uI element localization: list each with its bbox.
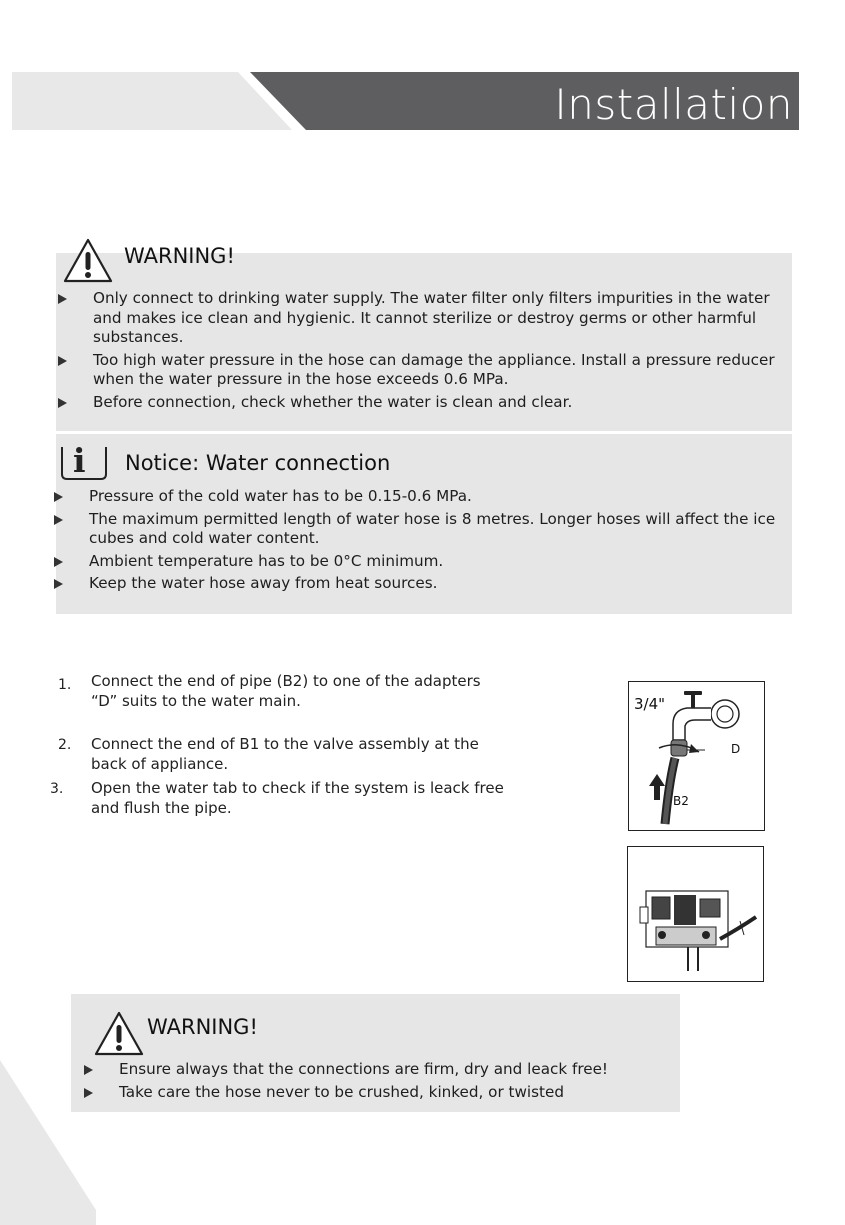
list-item: Ambient temperature has to be 0°C minimum. (51, 552, 789, 572)
warning-list-bottom (81, 1060, 676, 1105)
list-item: The maximum permitted length of water hose is 8 metres. Longer hoses will affect the ice cubes and cold water content. (51, 510, 789, 549)
step-text: Connect the end of pipe (B2) to one of the adapters “D” suits to the water main. (91, 672, 481, 710)
list-item: Keep the water hose away from heat sources. (51, 574, 789, 594)
info-letter: i (73, 441, 86, 480)
valve-illustration (628, 847, 763, 981)
warning-title-bottom: WARNING! (147, 1015, 258, 1039)
notice-title: Notice: Water connection (125, 451, 391, 475)
list-item: Only connect to drinking water supply. The water filter only filters impurities in the water and makes ice clean and hygienic. It cannot sterilize or destroy germs or other harmful substances. (55, 289, 785, 348)
step-number: 3. (50, 781, 64, 797)
valve-assembly-figure (627, 846, 764, 982)
list-item: Take care the hose never to be crushed, kinked, or twisted (81, 1083, 676, 1103)
page-title: Installation (554, 80, 793, 129)
notice-list (51, 487, 789, 597)
bullet-arrow-icon (54, 557, 63, 567)
warning-triangle-icon (62, 237, 114, 285)
fig-size-label: 3/4" (634, 695, 666, 713)
list-item: Before connection, check whether the water is clean and clear. (55, 393, 785, 413)
fig-label-b2: B2 (673, 794, 689, 808)
bullet-arrow-icon (54, 579, 63, 589)
list-item: Ensure always that the connections are firm, dry and leack free! (81, 1060, 676, 1080)
step-number: 1. (58, 677, 72, 693)
step-number: 2. (58, 737, 72, 753)
warning-title-top: WARNING! (124, 244, 235, 268)
bullet-arrow-icon (54, 515, 63, 525)
corner-decoration (0, 1060, 110, 1225)
warning-triangle-icon (93, 1010, 145, 1058)
bullet-arrow-icon (54, 492, 63, 502)
warning-list-top (55, 289, 785, 415)
list-item: Too high water pressure in the hose can damage the appliance. Install a pressure reducer when the water pressure in the hose exceeds 0.6 MPa. (55, 351, 785, 390)
step-text: Connect the end of B1 to the valve assembly at the back of appliance. (91, 735, 479, 773)
list-item: Pressure of the cold water has to be 0.15-0.6 MPa. (51, 487, 789, 507)
bullet-arrow-icon (58, 398, 67, 408)
fig-label-d: D (731, 742, 741, 756)
bullet-arrow-icon (58, 294, 67, 304)
bullet-arrow-icon (58, 356, 67, 366)
tap-adapter-figure (628, 681, 765, 831)
step-text: Open the water tab to check if the system is leack free and flush the pipe. (91, 779, 504, 817)
